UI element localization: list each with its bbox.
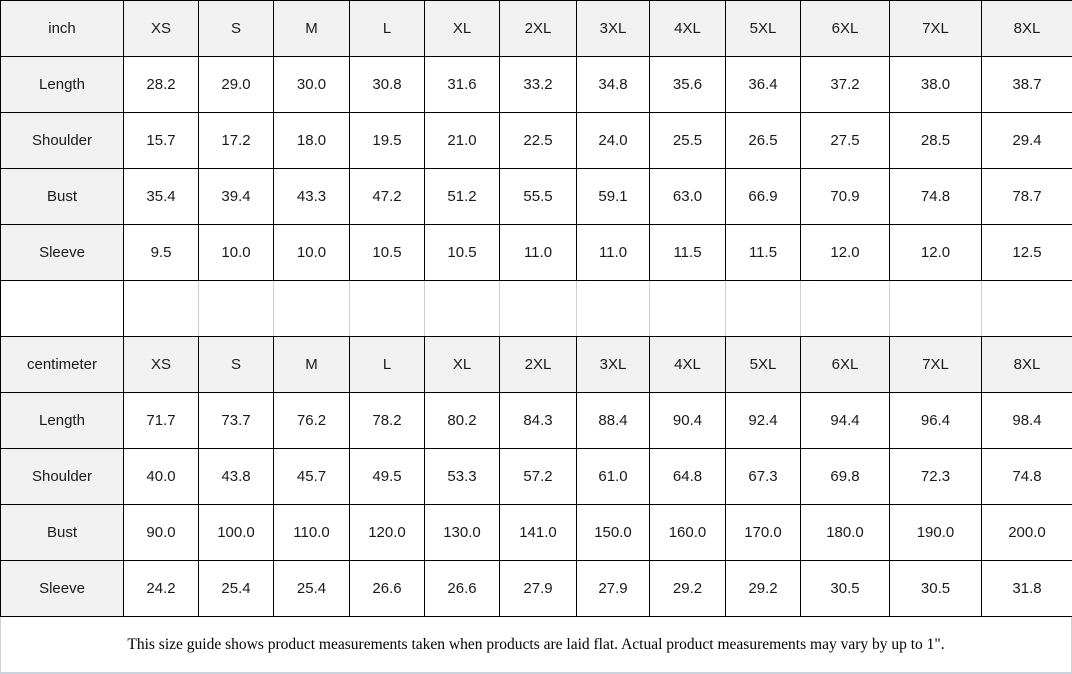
footnote-text: This size guide shows product measurements taken when products are laid flat. Actual product measurements may vary by up to 1". — [127, 635, 945, 653]
value-cell: 36.4 — [726, 57, 801, 113]
value-cell: 98.4 — [982, 393, 1072, 449]
size-header-cell-l: L — [350, 1, 425, 57]
value-cell: 100.0 — [199, 505, 274, 561]
value-cell: 78.2 — [350, 393, 425, 449]
value-cell: 10.5 — [350, 225, 425, 281]
value-cell: 27.9 — [500, 561, 577, 617]
row-label-cell: Bust — [1, 169, 124, 225]
value-cell: 180.0 — [801, 505, 890, 561]
size-header-cell-s: S — [199, 337, 274, 393]
value-cell: 35.6 — [650, 57, 726, 113]
size-header-cell-3xl: 3XL — [577, 1, 650, 57]
value-cell: 11.5 — [650, 225, 726, 281]
size-header-cell-s: S — [199, 1, 274, 57]
value-cell: 11.0 — [577, 225, 650, 281]
value-cell: 30.5 — [801, 561, 890, 617]
size-header-cell-6xl: 6XL — [801, 1, 890, 57]
size-header-cell-8xl: 8XL — [982, 1, 1072, 57]
size-header-cell-m: M — [274, 1, 350, 57]
value-cell: 22.5 — [500, 113, 577, 169]
value-cell: 61.0 — [577, 449, 650, 505]
value-cell: 74.8 — [890, 169, 982, 225]
value-cell: 12.5 — [982, 225, 1072, 281]
value-cell: 11.5 — [726, 225, 801, 281]
value-cell: 76.2 — [274, 393, 350, 449]
spacer-cell — [577, 281, 650, 337]
value-cell: 78.7 — [982, 169, 1072, 225]
size-header-cell-4xl: 4XL — [650, 1, 726, 57]
size-header-cell-8xl: 8XL — [982, 337, 1072, 393]
value-cell: 71.7 — [124, 393, 199, 449]
spacer-cell — [124, 281, 199, 337]
header-row-centimeter — [1, 337, 1072, 393]
value-cell: 40.0 — [124, 449, 199, 505]
value-cell: 26.6 — [425, 561, 500, 617]
measurement-row-inch-sleeve — [1, 225, 1072, 281]
value-cell: 26.6 — [350, 561, 425, 617]
spacer-cell — [274, 281, 350, 337]
value-cell: 18.0 — [274, 113, 350, 169]
value-cell: 24.0 — [577, 113, 650, 169]
spacer-row — [1, 281, 1072, 337]
value-cell: 35.4 — [124, 169, 199, 225]
value-cell: 30.5 — [890, 561, 982, 617]
value-cell: 66.9 — [726, 169, 801, 225]
row-label-cell: Sleeve — [1, 561, 124, 617]
value-cell: 12.0 — [801, 225, 890, 281]
measurement-row-centimeter-sleeve — [1, 561, 1072, 617]
value-cell: 64.8 — [650, 449, 726, 505]
value-cell: 170.0 — [726, 505, 801, 561]
value-cell: 39.4 — [199, 169, 274, 225]
value-cell: 141.0 — [500, 505, 577, 561]
value-cell: 28.2 — [124, 57, 199, 113]
value-cell: 12.0 — [890, 225, 982, 281]
value-cell: 51.2 — [425, 169, 500, 225]
value-cell: 24.2 — [124, 561, 199, 617]
value-cell: 29.4 — [982, 113, 1072, 169]
size-header-cell-2xl: 2XL — [500, 337, 577, 393]
value-cell: 27.9 — [577, 561, 650, 617]
value-cell: 72.3 — [890, 449, 982, 505]
value-cell: 15.7 — [124, 113, 199, 169]
spacer-cell — [890, 281, 982, 337]
value-cell: 53.3 — [425, 449, 500, 505]
size-header-cell-4xl: 4XL — [650, 337, 726, 393]
size-header-cell-5xl: 5XL — [726, 1, 801, 57]
measurement-row-inch-length — [1, 57, 1072, 113]
size-header-cell-l: L — [350, 337, 425, 393]
value-cell: 45.7 — [274, 449, 350, 505]
size-header-cell-xl: XL — [425, 1, 500, 57]
measurement-row-centimeter-shoulder — [1, 449, 1072, 505]
value-cell: 94.4 — [801, 393, 890, 449]
value-cell: 38.0 — [890, 57, 982, 113]
value-cell: 26.5 — [726, 113, 801, 169]
value-cell: 90.0 — [124, 505, 199, 561]
row-label-cell: Length — [1, 57, 124, 113]
value-cell: 10.5 — [425, 225, 500, 281]
value-cell: 120.0 — [350, 505, 425, 561]
value-cell: 30.8 — [350, 57, 425, 113]
value-cell: 73.7 — [199, 393, 274, 449]
value-cell: 69.8 — [801, 449, 890, 505]
value-cell: 17.2 — [199, 113, 274, 169]
row-label-cell: Bust — [1, 505, 124, 561]
value-cell: 29.2 — [726, 561, 801, 617]
value-cell: 190.0 — [890, 505, 982, 561]
row-label-cell: Length — [1, 393, 124, 449]
value-cell: 21.0 — [425, 113, 500, 169]
value-cell: 25.4 — [274, 561, 350, 617]
value-cell: 37.2 — [801, 57, 890, 113]
header-row-inch — [1, 1, 1072, 57]
size-header-cell-5xl: 5XL — [726, 337, 801, 393]
value-cell: 19.5 — [350, 113, 425, 169]
measurement-row-centimeter-length — [1, 393, 1072, 449]
spacer-cell — [350, 281, 425, 337]
value-cell: 27.5 — [801, 113, 890, 169]
value-cell: 31.6 — [425, 57, 500, 113]
value-cell: 11.0 — [500, 225, 577, 281]
spacer-cell — [982, 281, 1072, 337]
value-cell: 130.0 — [425, 505, 500, 561]
value-cell: 10.0 — [199, 225, 274, 281]
measurement-row-inch-shoulder — [1, 113, 1072, 169]
spacer-cell — [801, 281, 890, 337]
value-cell: 110.0 — [274, 505, 350, 561]
value-cell: 70.9 — [801, 169, 890, 225]
size-header-cell-xs: XS — [124, 337, 199, 393]
row-label-cell: Shoulder — [1, 449, 124, 505]
value-cell: 43.8 — [199, 449, 274, 505]
spacer-cell — [726, 281, 801, 337]
value-cell: 74.8 — [982, 449, 1072, 505]
value-cell: 88.4 — [577, 393, 650, 449]
value-cell: 30.0 — [274, 57, 350, 113]
row-label-cell: Sleeve — [1, 225, 124, 281]
value-cell: 67.3 — [726, 449, 801, 505]
value-cell: 9.5 — [124, 225, 199, 281]
size-header-cell-7xl: 7XL — [890, 337, 982, 393]
size-guide-footnote — [0, 617, 1072, 674]
spacer-cell — [1, 281, 124, 337]
value-cell: 59.1 — [577, 169, 650, 225]
spacer-cell — [650, 281, 726, 337]
value-cell: 28.5 — [890, 113, 982, 169]
value-cell: 25.5 — [650, 113, 726, 169]
spacer-cell — [199, 281, 274, 337]
unit-header-cell-centimeter: centimeter — [1, 337, 124, 393]
value-cell: 200.0 — [982, 505, 1072, 561]
value-cell: 160.0 — [650, 505, 726, 561]
value-cell: 31.8 — [982, 561, 1072, 617]
spacer-cell — [425, 281, 500, 337]
value-cell: 29.2 — [650, 561, 726, 617]
value-cell: 92.4 — [726, 393, 801, 449]
size-header-cell-3xl: 3XL — [577, 337, 650, 393]
value-cell: 29.0 — [199, 57, 274, 113]
size-header-cell-2xl: 2XL — [500, 1, 577, 57]
measurement-row-centimeter-bust — [1, 505, 1072, 561]
value-cell: 47.2 — [350, 169, 425, 225]
spacer-cell — [500, 281, 577, 337]
size-header-cell-6xl: 6XL — [801, 337, 890, 393]
value-cell: 90.4 — [650, 393, 726, 449]
value-cell: 49.5 — [350, 449, 425, 505]
value-cell: 84.3 — [500, 393, 577, 449]
value-cell: 25.4 — [199, 561, 274, 617]
value-cell: 57.2 — [500, 449, 577, 505]
unit-header-cell-inch: inch — [1, 1, 124, 57]
value-cell: 55.5 — [500, 169, 577, 225]
measurement-row-inch-bust — [1, 169, 1072, 225]
value-cell: 96.4 — [890, 393, 982, 449]
size-header-cell-xl: XL — [425, 337, 500, 393]
size-header-cell-m: M — [274, 337, 350, 393]
value-cell: 34.8 — [577, 57, 650, 113]
value-cell: 10.0 — [274, 225, 350, 281]
value-cell: 33.2 — [500, 57, 577, 113]
size-header-cell-xs: XS — [124, 1, 199, 57]
value-cell: 150.0 — [577, 505, 650, 561]
value-cell: 43.3 — [274, 169, 350, 225]
size-header-cell-7xl: 7XL — [890, 1, 982, 57]
value-cell: 80.2 — [425, 393, 500, 449]
value-cell: 63.0 — [650, 169, 726, 225]
row-label-cell: Shoulder — [1, 113, 124, 169]
value-cell: 38.7 — [982, 57, 1072, 113]
